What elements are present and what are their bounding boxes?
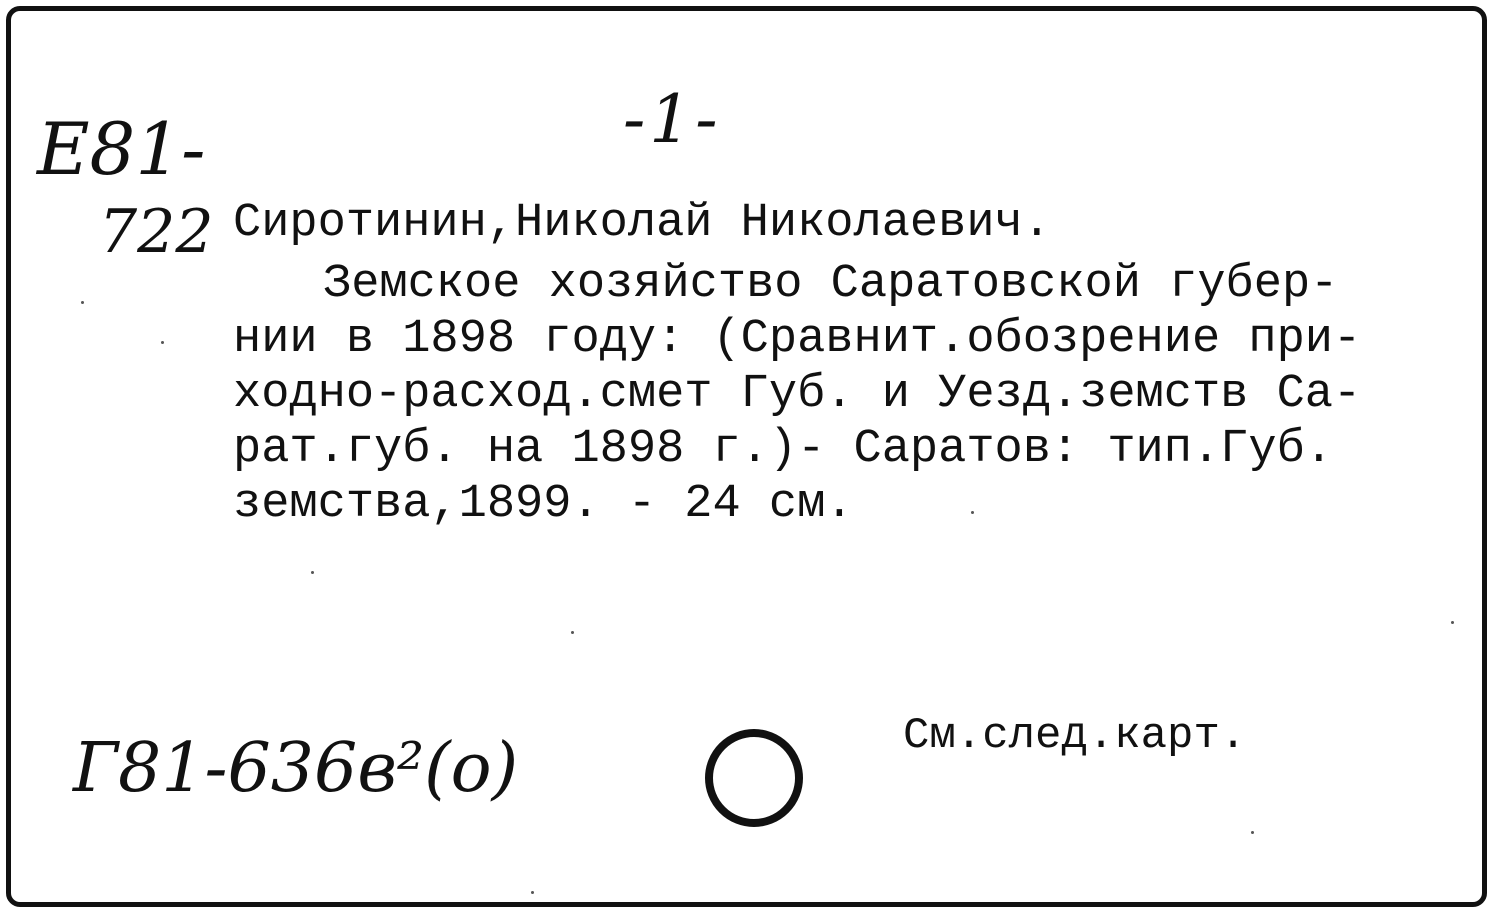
scan-speck xyxy=(311,571,314,574)
description-line: рат.губ. на 1898 г.)- Саратов: тип.Губ. xyxy=(233,423,1333,476)
call-number-top: E81- xyxy=(37,107,206,191)
scan-speck xyxy=(161,341,164,344)
scan-speck xyxy=(81,301,84,304)
see-next-card-note: См.след.карт. xyxy=(903,711,1247,761)
scan-speck xyxy=(531,891,534,894)
description-line: ходно-расход.смет Губ. и Уезд.земств Са- xyxy=(233,368,1362,421)
author-heading: Сиротинин,Николай Николаевич. xyxy=(233,197,1051,250)
page-number: -1- xyxy=(623,81,722,158)
description-line: нии в 1898 году: (Сравнит.обозрение при- xyxy=(233,313,1362,366)
shelf-mark: Г81-636в²(о) xyxy=(73,729,519,808)
scan-speck xyxy=(971,511,974,514)
call-number-bottom: 722 xyxy=(99,197,214,267)
bibliographic-description xyxy=(233,257,1463,532)
catalog-card xyxy=(6,6,1487,907)
scan-speck xyxy=(1251,831,1254,834)
card-punch-hole xyxy=(705,729,803,827)
description-line: земства,1899. - 24 см. xyxy=(233,478,854,531)
description-line: Земское хозяйство Саратовской губер- xyxy=(323,258,1339,311)
scan-speck xyxy=(571,631,574,634)
scan-speck xyxy=(1451,621,1454,624)
